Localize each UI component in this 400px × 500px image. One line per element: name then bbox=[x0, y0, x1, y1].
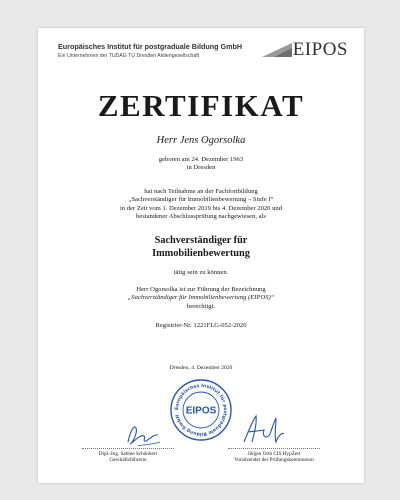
seal-center-text: EIPOS bbox=[185, 405, 217, 417]
signer-left-role: Geschäftsführerin bbox=[109, 457, 147, 464]
qualification bbox=[38, 235, 364, 260]
qualification-line: Sachverständiger für bbox=[154, 235, 248, 246]
signer-left bbox=[68, 451, 188, 464]
recipient-name: Herr Jens Ogorsolka bbox=[156, 135, 246, 146]
signature-line-left bbox=[82, 448, 174, 449]
certificate-page bbox=[38, 28, 364, 483]
authorization-statement bbox=[38, 286, 364, 311]
institute-subtitle: Ein Unternehmen der TUDAG TU Dresden Aktiengesellschaft bbox=[58, 53, 200, 59]
certificate-title: ZERTIFIKAT bbox=[97, 88, 305, 123]
body-line: hat nach Teilnahme an der Fachfortbildung bbox=[144, 188, 258, 195]
signer-right-role: Vorsitzender der Prüfungskommission bbox=[234, 457, 314, 464]
signature-line-right bbox=[228, 448, 320, 449]
training-statement bbox=[38, 188, 364, 222]
seal-ring-text: Europäisches Institut für postgraduale Bildung GmbH bbox=[174, 383, 228, 437]
logo-wedge-icon bbox=[262, 43, 292, 57]
logo-text: EIPOS bbox=[292, 39, 348, 60]
eipos-logo bbox=[262, 40, 348, 60]
signer-left-name: Dipl.-Ing. Sabine Schönherr bbox=[98, 451, 158, 457]
signature-left-icon bbox=[124, 420, 166, 448]
ability-statement: tätig sein zu können. bbox=[173, 269, 229, 276]
letterhead bbox=[58, 39, 348, 72]
institute-name: Europäisches Institut für postgraduale Bildung GmbH bbox=[58, 42, 243, 51]
signer-right-name: Jürgen Orth CIS HypZert bbox=[247, 451, 301, 457]
birth-info bbox=[38, 156, 364, 173]
place-date: Dresden, 4. Dezember 2020 bbox=[169, 365, 233, 371]
body-line: in der Zeit vom 1. Dezember 2019 bis 4. Dezember 2020 und bbox=[119, 204, 283, 212]
eipos-seal-icon bbox=[169, 378, 233, 442]
signer-right bbox=[214, 451, 334, 464]
body-line: „Sachverständiger für Immobilienbewertung – Stufe I“ bbox=[128, 196, 274, 204]
authorization-line: berechtigt. bbox=[186, 302, 215, 310]
registration-number: Registrier-Nr. 1221FLG-052-2020 bbox=[155, 322, 247, 329]
birth-place: in Dresden bbox=[186, 164, 216, 172]
authorization-line: Herr Ogorsolka ist zur Führung der Bezeichnung bbox=[136, 286, 266, 293]
body-line: bestandener Abschlussprüfung nachgewiesen, als bbox=[135, 213, 266, 221]
birth-date: geboren am 24. Dezember 1963 bbox=[158, 156, 244, 163]
authorization-line: „Sachverständiger für Immobilienbewertung (EIPOS)“ bbox=[127, 294, 275, 302]
signature-right-icon bbox=[238, 412, 288, 448]
qualification-line: Immobilienbewertung bbox=[152, 247, 250, 259]
